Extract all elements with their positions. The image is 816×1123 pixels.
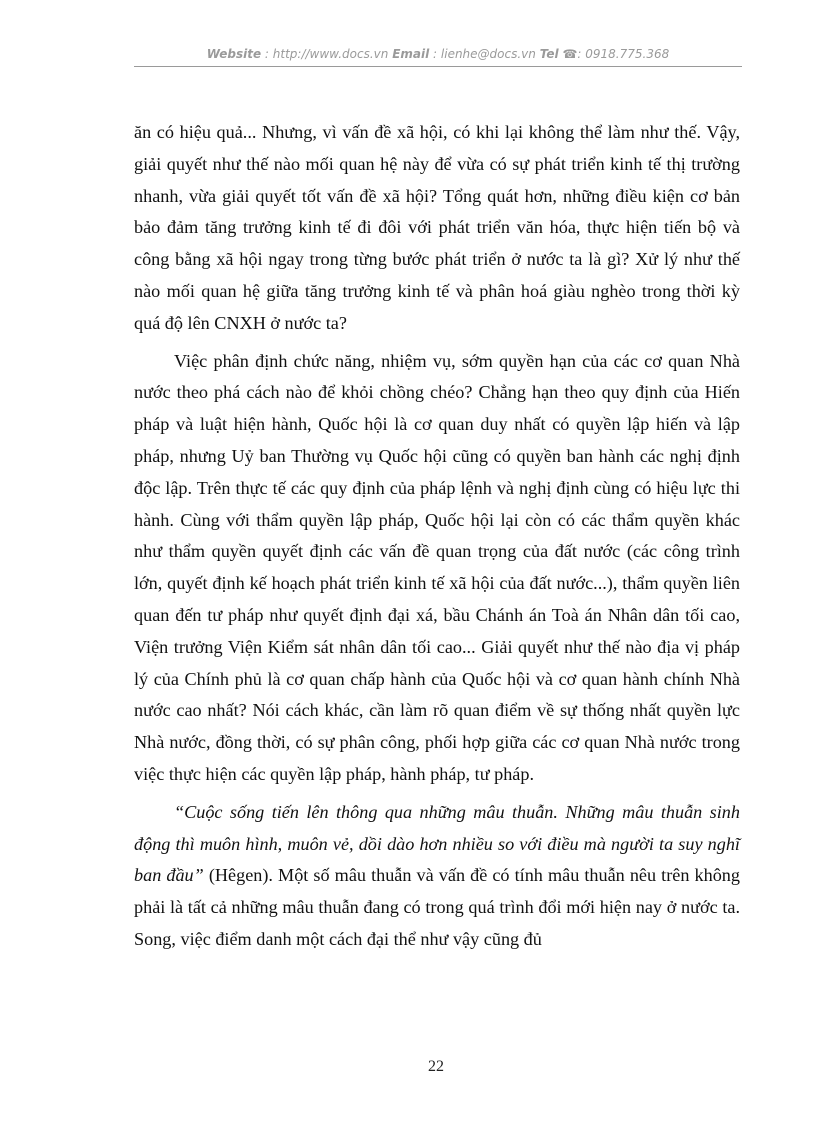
website-label: Website (206, 47, 262, 61)
phone-icon: ☎ (562, 47, 578, 61)
paragraph-1: ăn có hiệu quả... Nhưng, vì vấn đề xã hội, có khi lại không thể làm như thế. Vậy, giải quyết như thế nào mối quan hệ này để vừa có sự phát triển kinh tế thị trường nhanh, vừa giải quyết tốt vấn đề xã hội? Tổng quát hơn, những điều kiện cơ bản bảo đảm tăng trưởng kinh tế đi đôi với phát triển văn hóa, thực hiện tiến bộ và công bằng xã hội ngay trong từng bước phát triển ở nước ta là gì? Xử lý như thế nào mối quan hệ giữa tăng trưởng kinh tế và phân hoá giàu nghèo trong thời kỳ quá độ lên CNXH ở nước ta? (134, 122, 740, 333)
document-body (134, 117, 740, 962)
page-header (134, 47, 742, 61)
page-number: 22 (428, 1058, 444, 1075)
hegel-quote: “Cuộc sống tiến lên thông qua những mâu thuẫn. Những mâu thuẫn sinh động thì muôn hình, muôn vẻ, dồi dào hơn nhiều so với điều mà người ta suy nghĩ ban đầu” (134, 801, 740, 886)
email-value: : lienhe@docs.vn (433, 47, 536, 61)
header-divider (134, 66, 742, 67)
tel-value: : 0918.775.368 (577, 47, 670, 61)
tel-label: Tel (539, 47, 559, 61)
paragraph-2: Việc phân định chức năng, nhiệm vụ, sớm quyền hạn của các cơ quan Nhà nước theo phá cách nào để khỏi chồng chéo? Chẳng hạn theo quy định của Hiến pháp và luật hiện hành, Quốc hội là cơ quan duy nhất có quyền lập hiến và lập pháp, nhưng Uỷ ban Thường vụ Quốc hội cũng có quyền ban hành các nghị định độc lập. Trên thực tế các quy định của pháp lệnh và nghị định cùng có hiệu lực thi hành. Cùng với thẩm quyền lập pháp, Quốc hội lại còn có các thẩm quyền khác như thẩm quyền quyết định các vấn đề quan trọng của đất nước (các công trình lớn, quyết định kế hoạch phát triển kinh tế xã hội của đất nước...), thẩm quyền liên quan đến tư pháp như quyết định đại xá, bầu Chánh án Toà án Nhân dân tối cao, Viện trưởng Viện Kiểm sát nhân dân tối cao... Giải quyết như thế nào địa vị pháp lý của Chính phủ là cơ quan chấp hành của Quốc hội và cơ quan hành chính Nhà nước cao nhất? Nói cách khác, cần làm rõ quan điểm về sự thống nhất quyền lực Nhà nước, đồng thời, có sự phân công, phối hợp giữa các cơ quan Nhà nước trong việc thực hiện các quyền lập pháp, hành pháp, tư pháp. (134, 350, 740, 784)
paragraph-3 (134, 797, 740, 956)
paragraph-3-text: (Hêgen). Một số mâu thuẫn và vấn đề có tính mâu thuẫn nêu trên không phải là tất cả những mâu thuẫn đang có trong quá trình đổi mới hiện nay ở nước ta. Song, việc điểm danh một cách đại thể như vậy cũng đủ (134, 865, 740, 949)
website-value: : http://www.docs.vn (264, 47, 389, 61)
email-label: Email (392, 47, 430, 61)
